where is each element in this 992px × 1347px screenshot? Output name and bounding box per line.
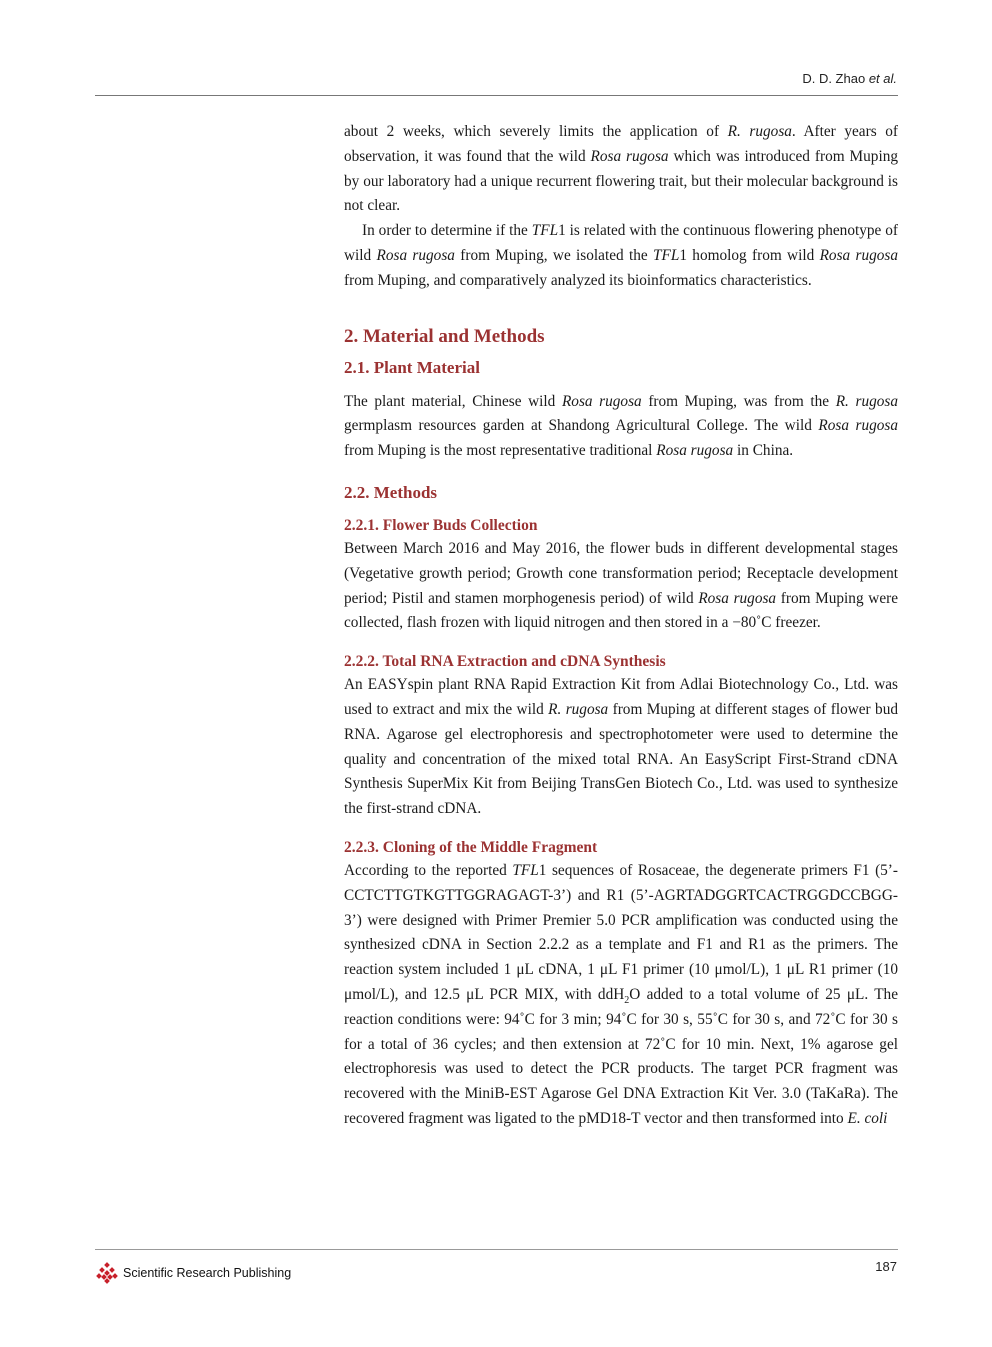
- flower-buds-paragraph: Between March 2016 and May 2016, the flower buds in different developmental stages (Vegetative growth period; Growth cone transformation period; Receptacle development period; Pistil and stamen morphogenesis period) of wild Rosa rugosa from Muping were collected, flash frozen with liquid nitrogen and then stored in a −80˚C freezer.: [344, 539, 898, 632]
- publisher-logo[interactable]: [96, 1262, 291, 1284]
- section-2-2-2-heading: 2.2.2. Total RNA Extraction and cDNA Synthesis: [344, 653, 666, 671]
- publisher-logo-icon: [96, 1262, 118, 1284]
- rna-extraction-paragraph: An EASYspin plant RNA Rapid Extraction Kit from Adlai Biotechnology Co., Ltd. was used to extract and mix the wild R. rugosa from Muping at different stages of flower bud RNA. Agarose gel electrophoresis and spectrophotometer were used to determine the quality and concentration of the mixed total RNA. An EasyScript First-Strand cDNA Synthesis SuperMix Kit from Beijing TransGen Biotech Co., Ltd. was used to synthesize the first-strand cDNA.: [344, 676, 898, 818]
- cloning-paragraph: According to the reported TFL1 sequences of Rosaceae, the degenerate primers F1 (5’-CCTCTTGTKGTTGGRAGAGT-3’) and R1 (5’-AGRTADGGRTCACTRGGDCCBGG-3’) were designed with Primer Premier 5.0 PCR amplification was conducted using the synthesized cDNA in Section 2.2.2 as a template and F1 and R1 as the primers. The reaction system included 1 μL cDNA, 1 μL F1 primer (10 μmol/L), 1 μL R1 primer (10 μmol/L), and 12.5 μL PCR MIX, with ddH$_2$O added to a total volume of 25 μL. The reaction conditions were: 94˚C for 3 min; 94˚C for 30 s, 55˚C for 30 s, and 72˚C for 30 s for a total of 36 cycles; and then extension at 72˚C for 10 min. Next, 1% agarose gel electrophoresis was used to detect the PCR products. The target PCR fragment was recovered with the MiniB-EST Agarose Gel DNA Extraction Kit Ver. 3.0 (TaKaRa). The recovered fragment was ligated to the pMD18-T vector and then transformed into E. coli: [344, 861, 898, 1127]
- page-number: 187: [875, 1259, 897, 1274]
- publisher-name: Scientific Research Publishing: [123, 1266, 292, 1280]
- running-header: [802, 71, 897, 86]
- header-etal: et al.: [868, 71, 897, 86]
- section-2-1-heading: 2.1. Plant Material: [344, 357, 480, 377]
- section-2-2-1-heading: 2.2.1. Flower Buds Collection: [344, 516, 538, 534]
- header-author-names: D. D. Zhao: [802, 71, 866, 86]
- intro-paragraph-1: about 2 weeks, which severely limits the application of R. rugosa. After years of observation, it was found that the wild Rosa rugosa which was introduced from Muping by our laboratory had a unique recurrent flowering trait, but their molecular background is not clear.: [344, 123, 898, 215]
- header-rule: [95, 95, 898, 96]
- section-2-2-3-heading: 2.2.3. Cloning of the Middle Fragment: [344, 838, 598, 856]
- intro-paragraph-2: In order to determine if the TFL1 is related with the continuous flowering phenotype of wild Rosa rugosa from Muping, we isolated the TFL1 homolog from wild Rosa rugosa from Muping, and comparatively analyzed its bioinformatics characteristics.: [344, 222, 898, 289]
- section-2-heading: 2. Material and Methods: [344, 325, 545, 347]
- footer-rule: [95, 1249, 898, 1250]
- section-2-2-heading: 2.2. Methods: [344, 482, 438, 502]
- plant-material-paragraph: The plant material, Chinese wild Rosa rugosa from Muping, was from the R. rugosa germplasm resources garden at Shandong Agricultural College. The wild Rosa rugosa from Muping is the most representative traditional Rosa rugosa in China.: [344, 392, 899, 460]
- main-text-column: [344, 120, 898, 1132]
